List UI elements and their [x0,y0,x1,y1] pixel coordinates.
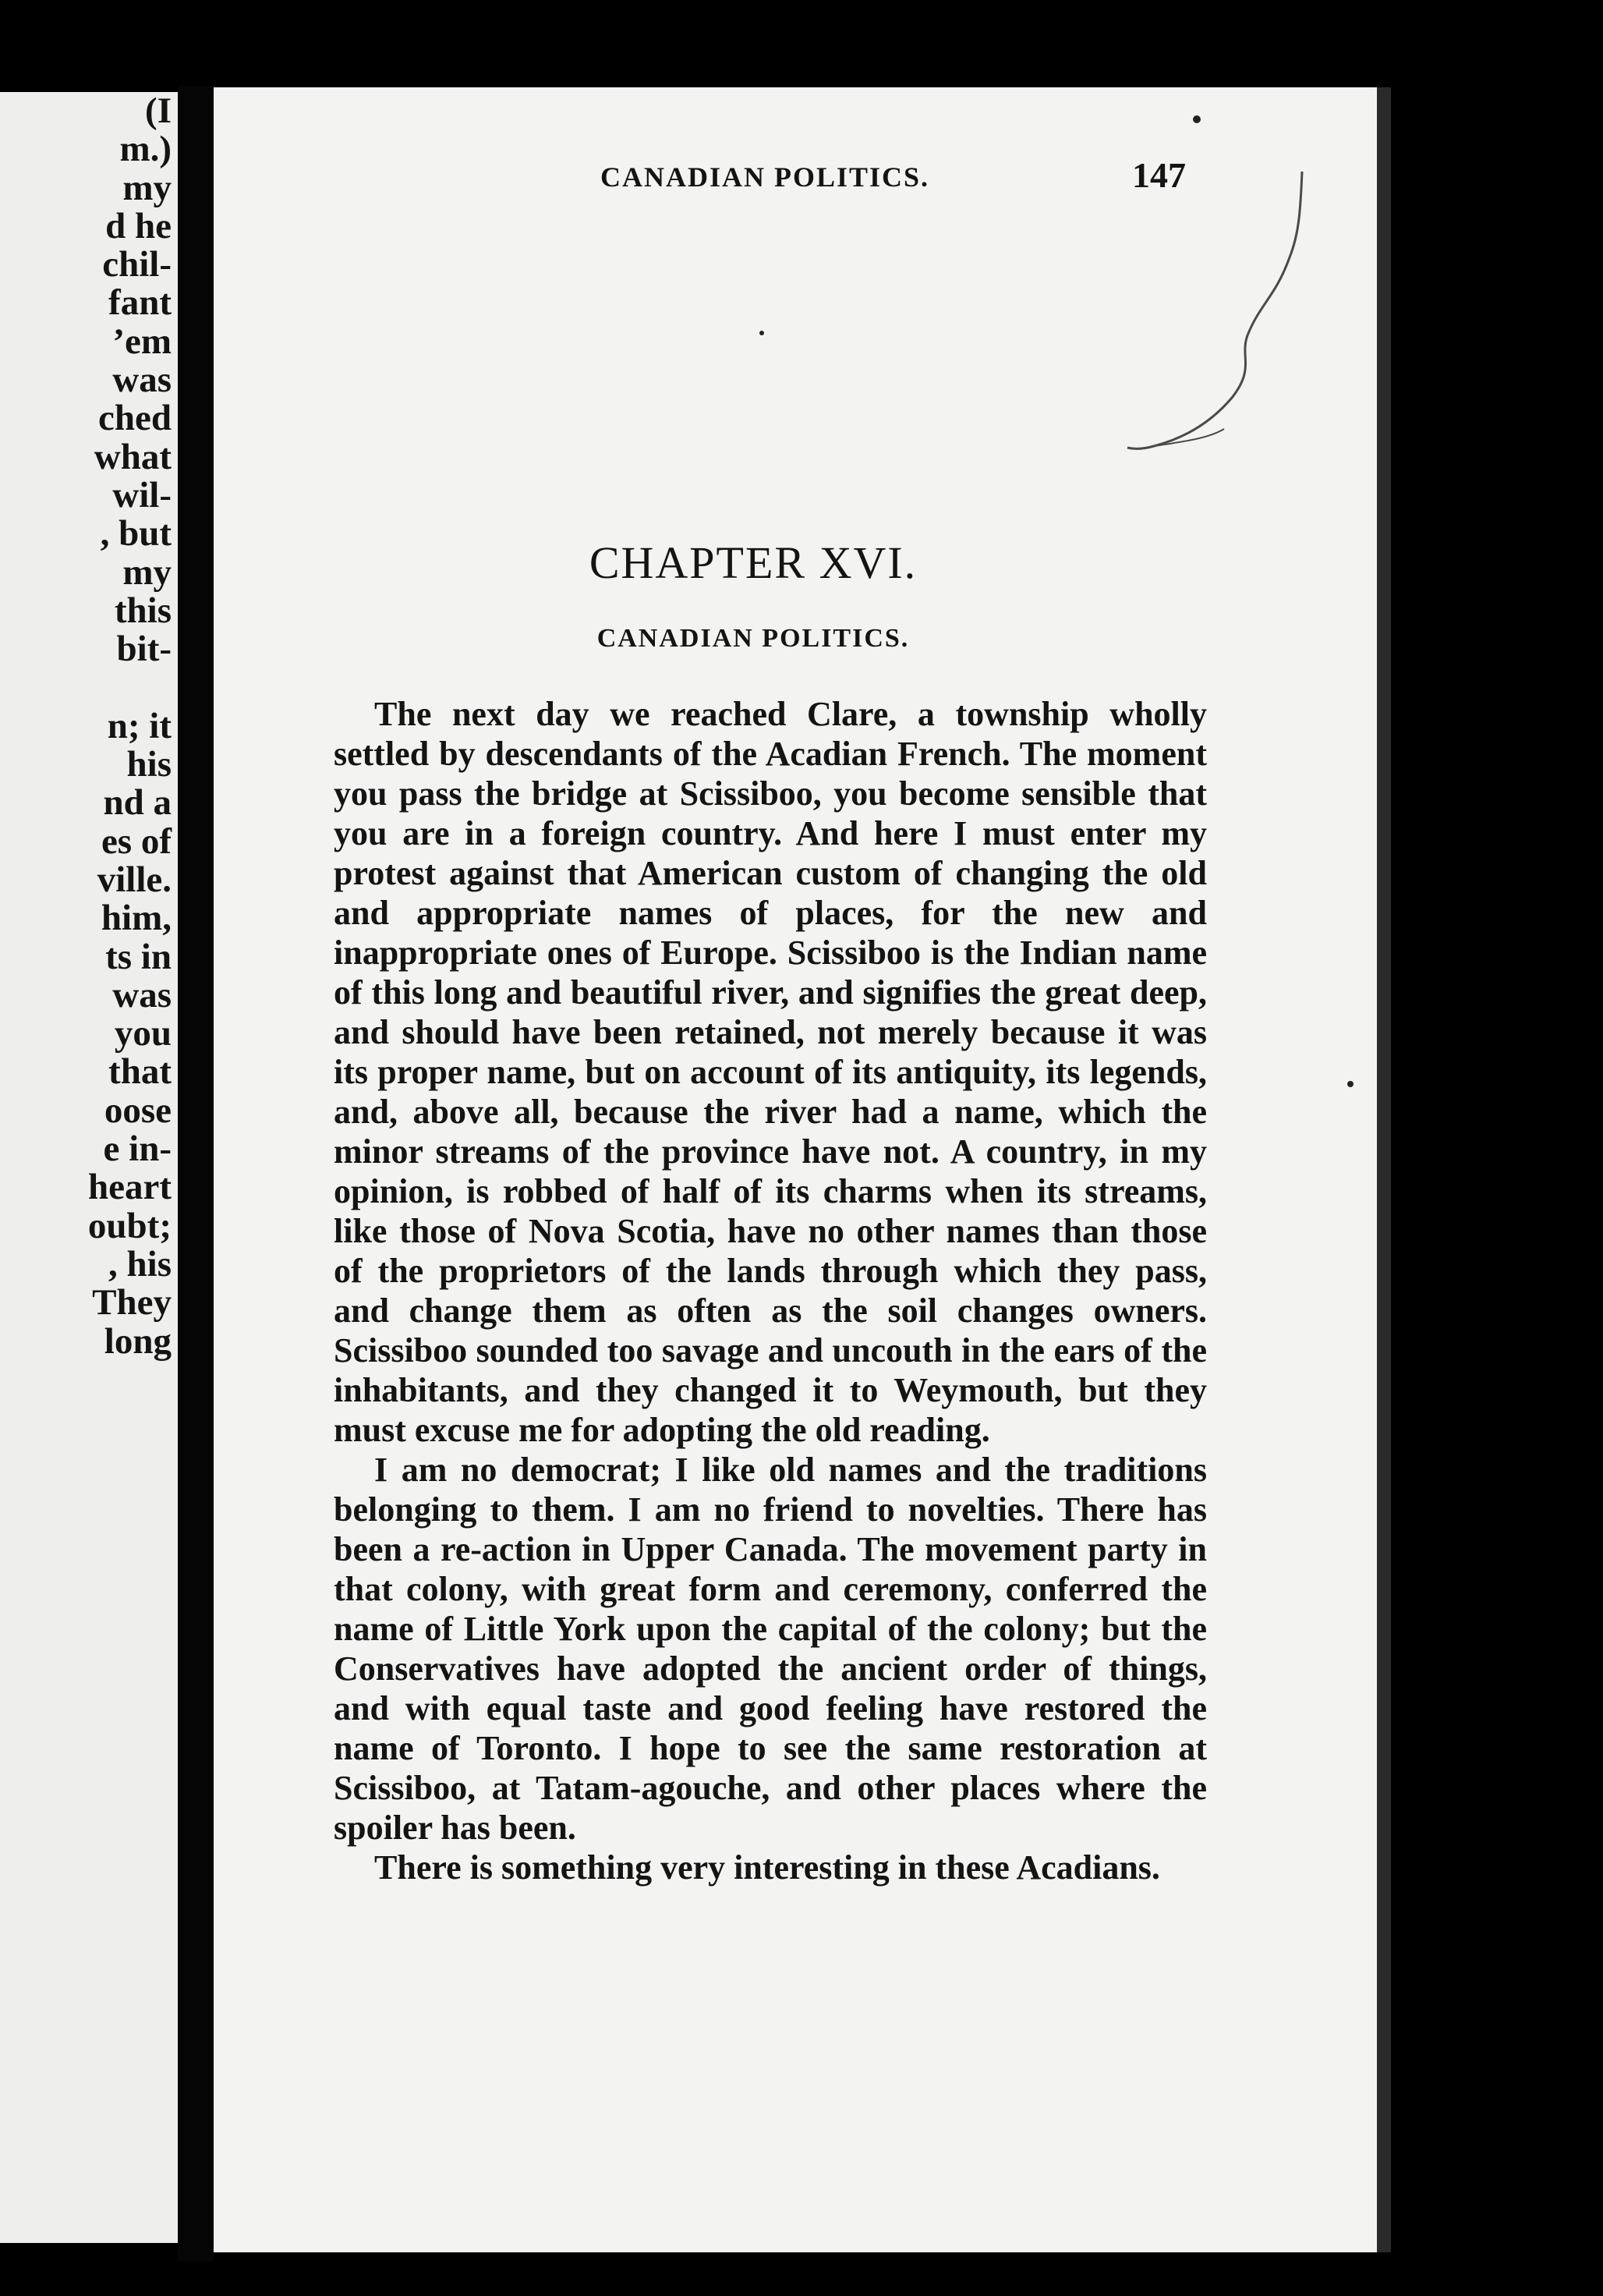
previous-page-line: es of [101,820,172,862]
previous-page-line: ched [98,398,172,439]
previous-page-line: ts in [105,936,172,977]
previous-page-line: ’em [112,321,172,362]
previous-page-line: chil- [102,244,172,285]
previous-page-line: n; it [107,705,172,746]
ink-speck [759,331,764,335]
previous-page-text [88,92,172,1361]
previous-page-line: bit- [116,629,172,670]
previous-page-line: They [92,1282,172,1323]
previous-page-line: that [108,1051,172,1093]
page-number: 147 [1132,155,1186,195]
previous-page-line: was [112,974,172,1015]
chapter-body [334,694,1207,1887]
previous-page-line [88,668,172,707]
previous-page-line: my [122,551,172,593]
previous-page-line: oubt; [87,1205,172,1246]
ink-speck [1347,1081,1354,1087]
previous-page-line: my [122,167,172,208]
previous-page-line: d he [105,205,172,246]
previous-page-line: e in- [103,1129,172,1170]
previous-page-line: heart [87,1167,172,1208]
previous-page-line: m.) [119,129,172,170]
chapter-heading: CHAPTER XVI. [589,537,918,588]
previous-page-line: nd a [103,782,172,824]
previous-page-line: what [94,436,172,477]
pencil-annotation-mark [1123,164,1325,468]
paragraph: The next day we reached Clare, a township wholly settled by descendants of the Acadian French. The moment you pass the bridge at Scissiboo, you become sensible that you are in a foreign country. And here I must enter my protest against that American custom of changing the old and appropriate names of places, for the new and inappropriate ones of Europe. Scissiboo is the Indian name of this long and beautiful river, and signifies the great deep, and should have been retained, not merely because it was its proper name, but on account of its antiquity, its legends, and, above all, because the river had a name, which the minor streams of the province have not. A country, in my opinion, is robbed of half of its charms when its streams, like those of Nova Scotia, have no other names than those of the proprietors of the lands through which they pass, and change them as often as the soil changes owners. Scissiboo sounded too savage and uncouth in the ears of the inhabitants, and they changed it to Weymouth, but they must excuse me for adopting the old reading. [334,695,1207,1449]
previous-page-line: , but [100,513,172,555]
previous-page-line: you [114,1013,172,1054]
previous-page-line: was [112,360,172,401]
previous-page-line: (I [145,92,172,131]
previous-page-line: long [104,1320,172,1362]
previous-page-fragment [0,92,178,2243]
previous-page-line: , his [108,1243,172,1284]
running-title: CANADIAN POLITICS. [600,161,930,193]
previous-page-line: oose [104,1090,172,1131]
paragraph: There is something very interesting in these Acadians. [374,1848,1160,1887]
paragraph: I am no democrat; I like old names and the traditions belonging to them. I am no friend to novelties. There has been a re-action in Upper Canada. The movement party in that colony, with great form and ceremony, conferred the name of Little York upon the capital of the colony; but the Conservatives have adopted the ancient order of things, and with equal taste and good feeling have restored the name of Toronto. I hope to see the same restoration at Scissiboo, at Tatam-agouche, and other places where the spoiler has been. [334,1451,1207,1847]
page-edge [1377,87,1391,2252]
book-gutter [178,86,214,2262]
previous-page-line: ville. [97,859,172,900]
ink-speck [1193,115,1201,123]
chapter-subtitle: CANADIAN POLITICS. [596,624,910,653]
previous-page-line: his [126,744,172,785]
previous-page-line: him, [101,898,172,939]
running-head [390,154,1201,201]
previous-page-line: this [114,590,172,631]
previous-page-line: wil- [112,474,172,516]
previous-page-line: fant [108,282,172,324]
